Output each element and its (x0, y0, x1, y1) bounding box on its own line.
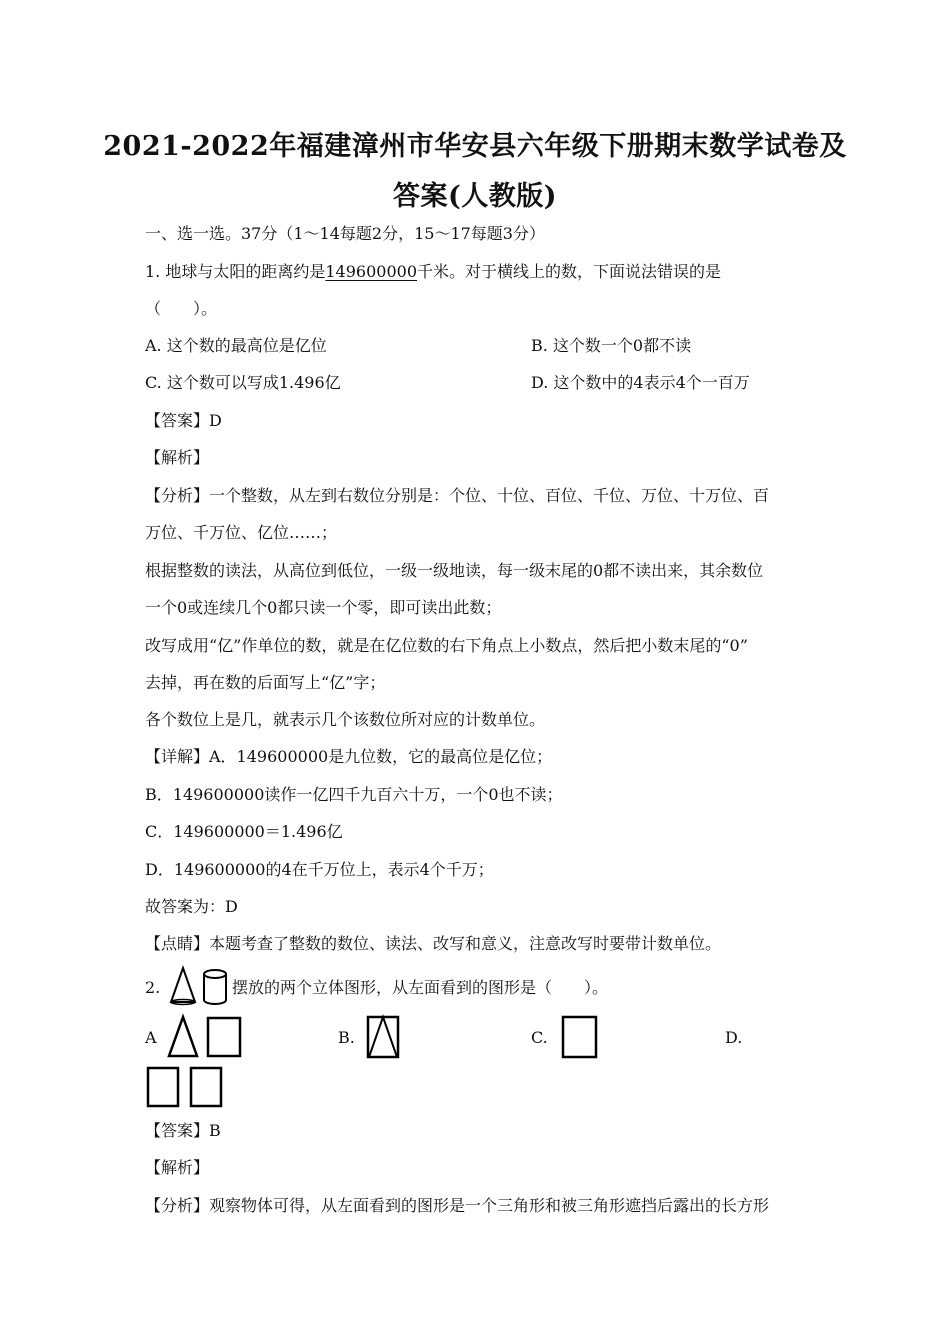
q2-option-a-figure (166, 1014, 244, 1058)
q1-detail-1: 【详解】A．149600000是九位数，它的最高位是亿位； (145, 747, 553, 766)
title-line-1: 2021-2022年福建漳州市华安县六年级下册期末数学试卷及 (103, 131, 847, 162)
q1-underlined-number: 149600000 (325, 262, 417, 281)
q2-stem: 摆放的两个立体图形，从左面看到的图形是（ ）。 (232, 978, 609, 997)
q2-number: 2. (145, 978, 161, 997)
q1-option-b: B. 这个数一个0都不读 (531, 336, 692, 355)
q2-jiexi: 【解析】 (145, 1158, 210, 1177)
q2-option-d-label: D. (725, 1028, 743, 1047)
cone-cylinder-figure (165, 966, 233, 1006)
q1-detail-4: D．149600000的4在千万位上，表示4个千万； (145, 860, 494, 879)
q1-stem (145, 262, 721, 282)
q1-option-d: D. 这个数中的4表示4个一百万 (531, 373, 750, 392)
q1-answer: 【答案】D (145, 411, 222, 430)
q2-option-b-label: B. (338, 1028, 355, 1047)
q1-jiexi: 【解析】 (145, 448, 210, 467)
q1-detail-3: C．149600000＝1.496亿 (145, 822, 343, 841)
q1-analysis-2: 万位、千万位、亿位……； (145, 523, 338, 542)
q1-comment: 【点睛】本题考查了整数的数位、读法、改写和意义，注意改写时要带计数单位。 (145, 934, 722, 953)
q2-option-c-figure (561, 1014, 599, 1060)
q1-detail-2: B．149600000读作一亿四千九百六十万，一个0也不读； (145, 785, 563, 804)
q2-answer: 【答案】B (145, 1121, 221, 1140)
q1-stem-after: 千米。对于横线上的数，下面说法错误的是 (417, 262, 722, 281)
section-heading: 一、选一选。37分（1～14每题2分，15～17每题3分） (145, 224, 545, 243)
title-line-2: 答案(人教版) (392, 181, 558, 212)
q1-paren: （ ）。 (145, 299, 218, 318)
q1-analysis-1: 【分析】一个整数，从左到右数位分别是：个位、十位、百位、千位、万位、十万位、百 (145, 486, 770, 505)
q1-option-c: C. 这个数可以写成1.496亿 (145, 373, 341, 392)
q1-analysis-3: 根据整数的读法，从高位到低位，一级一级地读，每一级末尾的0都不读出来，其余数位 (145, 561, 764, 580)
q2-option-c-label: C. (531, 1028, 548, 1047)
q1-analysis-4: 一个0或连续几个0都只读一个零，即可读出此数； (145, 598, 502, 617)
q1-analysis-5: 改写成用“亿”作单位的数，就是在亿位数的右下角点上小数点，然后把小数末尾的“0” (145, 636, 748, 655)
q2-option-a-label: A (145, 1028, 157, 1047)
q1-conclusion: 故答案为：D (145, 897, 238, 916)
q1-analysis-6: 去掉，再在数的后面写上“亿”字； (145, 673, 386, 692)
q1-analysis-7: 各个数位上是几，就表示几个该数位所对应的计数单位。 (145, 710, 546, 729)
q2-option-d-figure (145, 1064, 225, 1110)
q1-option-a: A. 这个数的最高位是亿位 (145, 336, 327, 355)
q2-option-b-figure (366, 1014, 400, 1058)
q1-stem-before: 地球与太阳的距离约是 (165, 262, 326, 281)
q2-analysis-1: 【分析】观察物体可得，从左面看到的图形是一个三角形和被三角形遮挡后露出的长方形 (145, 1196, 770, 1215)
q1-number: 1. (145, 262, 161, 281)
